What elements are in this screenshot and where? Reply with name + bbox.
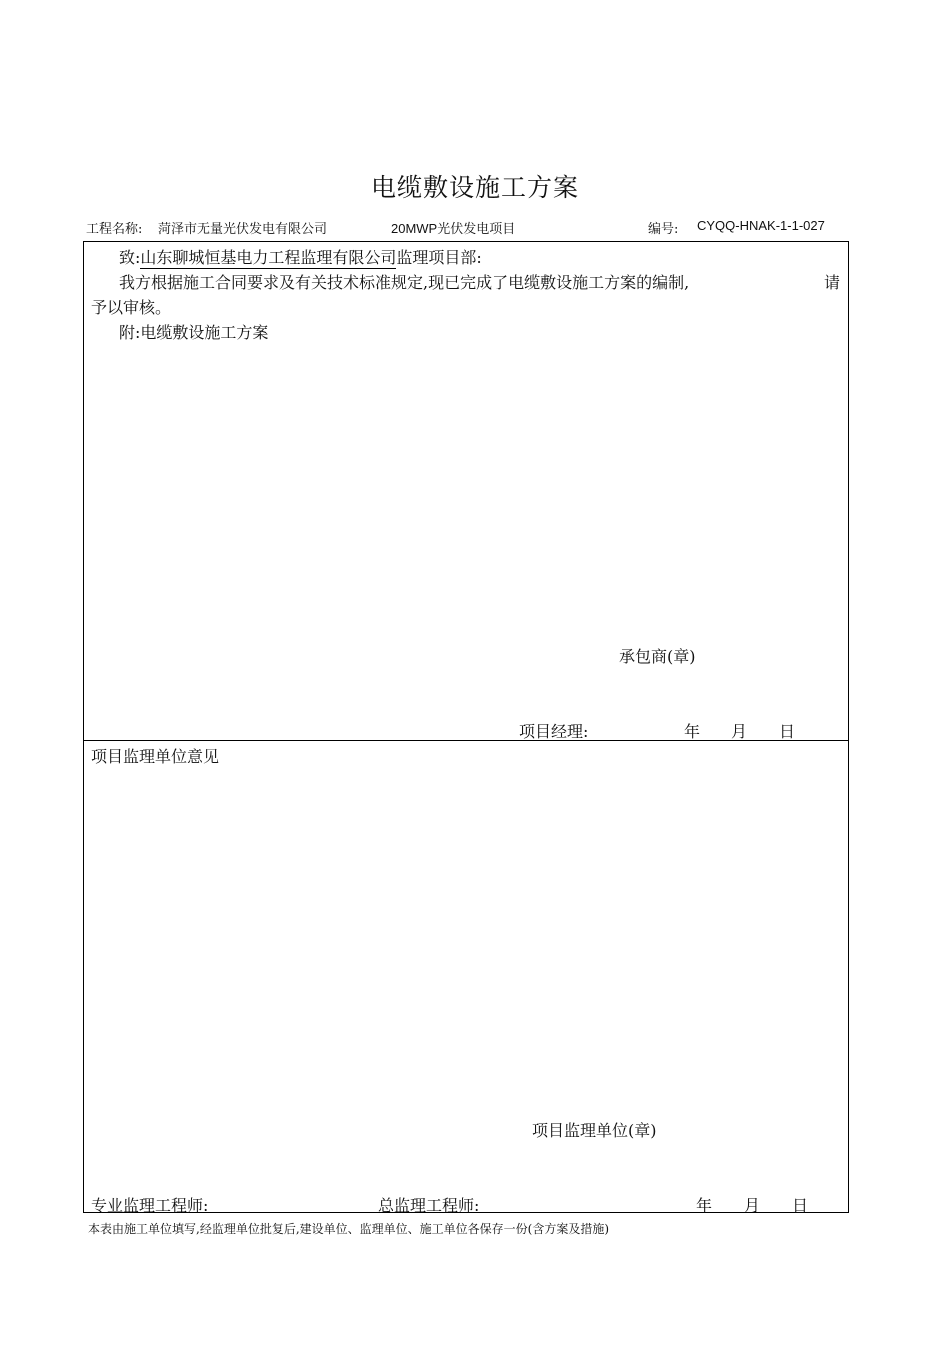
body-line-2: 予以审核。 bbox=[91, 298, 172, 317]
date-year-2: 年 bbox=[696, 1196, 713, 1215]
addressee-prefix: 致: bbox=[119, 248, 141, 267]
project-label: 工程名称: bbox=[86, 222, 143, 237]
date-month-2: 月 bbox=[744, 1196, 761, 1215]
date-day-2: 日 bbox=[792, 1196, 809, 1215]
footer-note: 本表由施工单位填写,经监理单位批复后,建设单位、监理单位、施工单位各保存一份(含方案及措施) bbox=[88, 1222, 609, 1236]
specialist-engineer-label: 专业监理工程师: bbox=[91, 1196, 209, 1215]
addressee-org: 山东聊城恒基电力工程监理有限公司 bbox=[140, 248, 397, 267]
attachment-line: 附:电缆敷设施工方案 bbox=[119, 323, 269, 342]
page-title: 电缆敷设施工方案 bbox=[370, 173, 579, 202]
chief-engineer-label: 总监理工程师: bbox=[378, 1196, 480, 1215]
addressee-suffix: 监理项目部: bbox=[396, 248, 482, 267]
supervisor-seal: 项目监理单位(章) bbox=[532, 1121, 657, 1140]
manager-label: 项目经理: bbox=[519, 722, 589, 741]
date-day-1: 日 bbox=[779, 722, 796, 741]
body-line-1: 我方根据施工合同要求及有关技术标准规定,现已完成了电缆敷设施工方案的编制, bbox=[119, 273, 690, 292]
addressee-line bbox=[119, 245, 482, 268]
date-year-1: 年 bbox=[684, 722, 701, 741]
project-company: 菏泽市无量光伏发电有限公司 bbox=[158, 222, 328, 237]
date-month-1: 月 bbox=[731, 722, 748, 741]
project-name: 20MWP光伏发电项目 bbox=[391, 221, 516, 236]
code-label: 编号: bbox=[648, 222, 679, 237]
code-value: CYQQ-HNAK-1-1-027 bbox=[697, 218, 825, 233]
contractor-seal: 承包商(章) bbox=[619, 647, 696, 666]
supervision-opinion-heading: 项目监理单位意见 bbox=[91, 747, 220, 766]
body-line-1-end: 请 bbox=[824, 273, 841, 292]
